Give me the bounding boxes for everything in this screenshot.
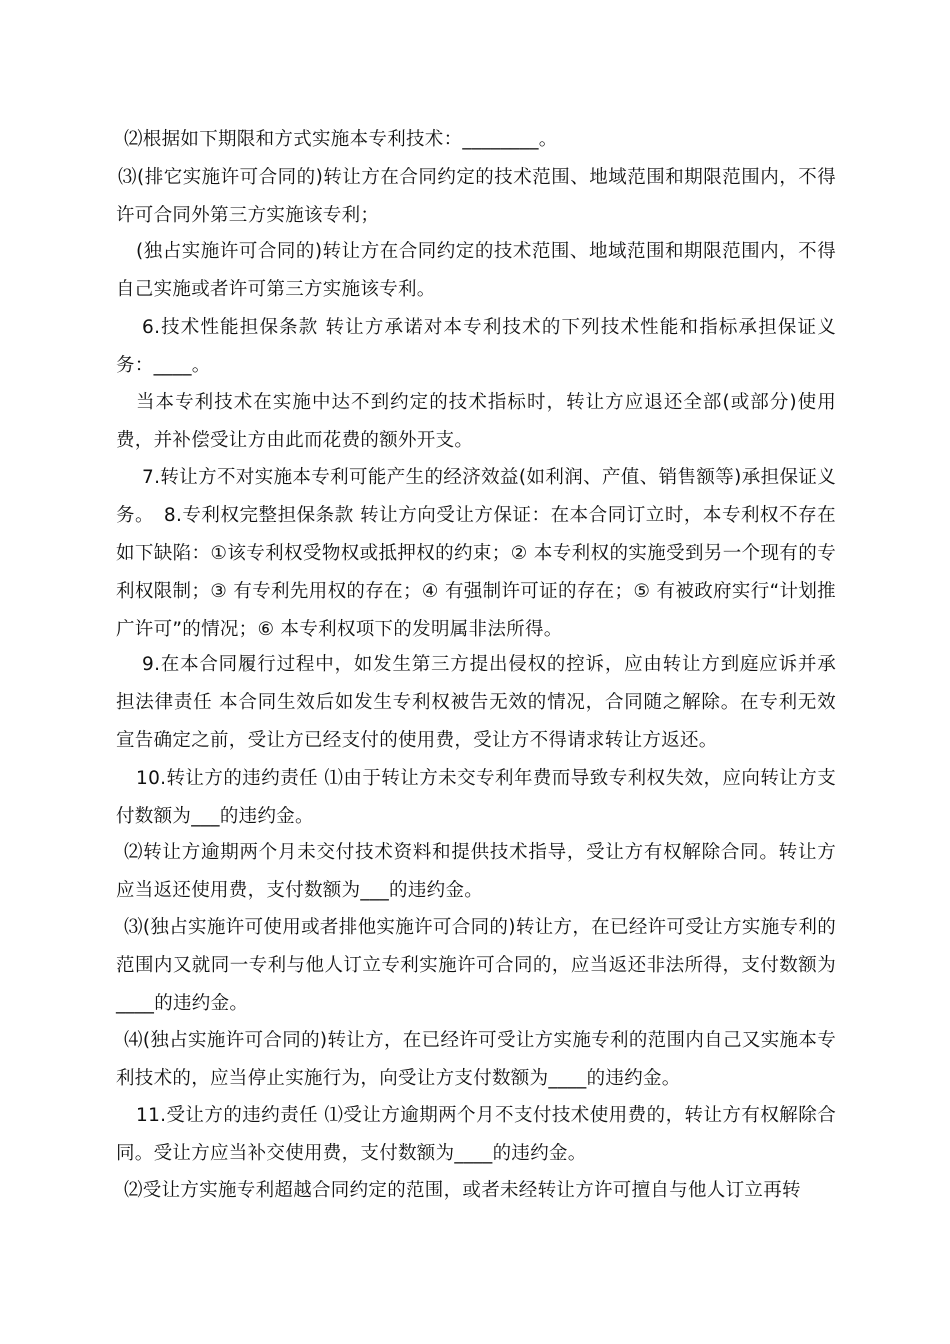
paragraph-exclusive-license-exclusion: ⑶(排它实施许可合同的)转让方在合同约定的技术范围、地域范围和期限范围内，不得许可合同外第三方实施该专利；: [116, 167, 836, 226]
paragraph-warranty-clauses-7-8: 7.转让方不对实施本专利可能产生的经济效益(如利润、产值、销售额等)承担保证义务。 8.专利权完整担保条款 转让方向受让方保证：在本合同订立时，本专利权不存在如下缺陷：①该专利权受物权或抵押权的约束；② 本专利权的实施受到另一个现有的专利权限制；③ 有专利先用权的存在；④ 有强制许可证的存在；⑤ 有被政府实行“计划推广许可”的情况；⑥ 本专利权项下的发明属非法所得。: [116, 467, 836, 640]
paragraph-transferor-liability-4: ⑷(独占实施许可合同的)转让方，在已经许可受让方实施专利的范围内自己又实施本专利技术的，应当停止实施行为，向受让方支付数额为____的违约金。: [116, 1030, 836, 1089]
paragraph-sole-license: (独占实施许可合同的)转让方在合同约定的技术范围、地域范围和期限范围内，不得自己实施或者许可第三方实施该专利。: [116, 241, 836, 300]
paragraph-transferor-liability-2: ⑵转让方逾期两个月未交付技术资料和提供技术指导，受让方有权解除合同。转让方应当返还使用费，支付数额为___的违约金。: [116, 842, 836, 901]
paragraph-transferor-liability-3: ⑶(独占实施许可使用或者排他实施许可合同的)转让方，在已经许可受让方实施专利的范围内又就同一专利与他人订立专利实施许可合同的，应当返还非法所得，支付数额为____的违约金。: [116, 917, 836, 1014]
paragraph-infringement-clause-9: 9.在本合同履行过程中，如发生第三方提出侵权的控诉，应由转让方到庭应诉并承担法律责任 本合同生效后如发生专利权被告无效的情况，合同随之解除。在专利无效宣告确定之前，受让方已经支付的使用费，受让方不得请求转让方返还。: [116, 654, 836, 751]
paragraph-transferee-liability: 11.受让方的违约责任 ⑴受让方逾期两个月不支付技术使用费的，转让方有权解除合同。受让方应当补交使用费，支付数额为____的违约金。: [116, 1105, 836, 1164]
paragraph-refund-clause: 当本专利技术在实施中达不到约定的技术指标时，转让方应退还全部(或部分)使用费，并补偿受让方由此而花费的额外开支。: [116, 392, 836, 451]
paragraph-transferor-liability: 10.转让方的违约责任 ⑴由于转让方未交专利年费而导致专利权失效，应向转让方支付数额为___的违约金。: [116, 768, 836, 827]
paragraph-transferee-liability-2: ⑵受让方实施专利超越合同约定的范围，或者未经转让方许可擅自与他人订立再转: [124, 1180, 801, 1201]
paragraph-implementation-terms: ⑵根据如下期限和方式实施本专利技术：________。: [124, 129, 558, 150]
paragraph-performance-guarantee: 6.技术性能担保条款 转让方承诺对本专利技术的下列技术性能和指标承担保证义务：____。: [116, 317, 836, 376]
